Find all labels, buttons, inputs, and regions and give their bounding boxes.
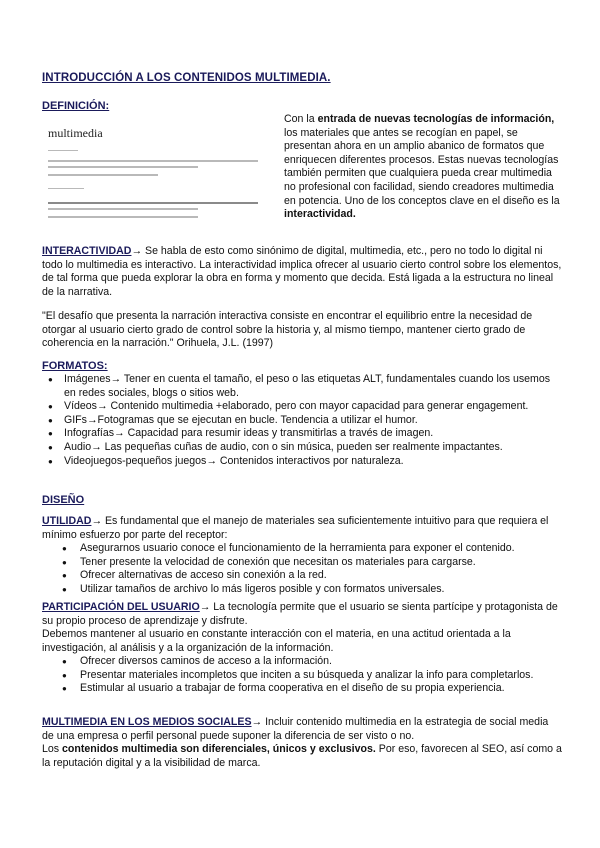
interactividad-term: INTERACTIVIDAD: [42, 245, 132, 257]
image-line: [48, 174, 158, 176]
image-line: [48, 202, 258, 204]
list-item: ● Infografías→ Capacidad para resumir ideas y transmitirlas a través de imagen.: [42, 427, 552, 441]
redes-bold: contenidos multimedia son diferenciales, únicos y exclusivos.: [62, 743, 376, 755]
redes-paragraph-2: [42, 743, 562, 770]
interactividad-quote: "El desafío que presenta la narración interactiva consiste en encontrar el equilibrio entre la necesidad de otorgar al usuario cierto grado de control sobre la historia y, al mismo tiempo, mantener cierto grado de coherencia en la narración." Orihuela, J.L. (1997): [42, 310, 533, 350]
diseno-heading: DISEÑO: [42, 494, 85, 506]
list-item: ● Ofrecer diversos caminos de acceso a la información.: [42, 655, 542, 669]
list-item: ● GIFs→Fotogramas que se ejecutan en bucle. Tendencia a utilizar el humor.: [42, 414, 552, 428]
list-item: ● Ofrecer alternativas de acceso sin conexión a la red.: [42, 569, 562, 583]
utilidad-list: [42, 542, 562, 596]
image-line: [48, 150, 78, 151]
redes-text: → Incluir contenido multimedia en la estrategia de social media de una empresa o perfil personal puede suponer la diferencia de ser visto o no.: [42, 716, 549, 742]
participacion-list: [42, 655, 542, 696]
participacion-text-2: Debemos mantener al usuario en constante interacción con el materia, en una actitud orientada a la investigación, al análisis y a la organización de la información.: [42, 628, 511, 654]
intro-bold: entrada de nuevas tecnologías de información,: [317, 113, 555, 125]
participacion-text: → La tecnología permite que el usuario se sienta partícipe y protagonista de su propio proceso de aprendizaje y disfrute.: [42, 601, 558, 627]
redes-paragraph: [42, 716, 562, 743]
image-line: [48, 216, 198, 218]
image-line: [48, 188, 84, 189]
definicion-heading: DEFINICIÓN:: [42, 100, 110, 112]
image-line: [48, 160, 258, 162]
list-item: ● Utilizar tamaños de archivo lo más ligeros posible y con formatos universales.: [42, 583, 562, 597]
intro-part: los materiales que antes se recogían en papel, se presentan ahora en un amplio abanico de formatos que enriquecen diferentes procesos. Estas nuevas tecnologías también permiten que cualquiera pueda crear multimedia no profesional con facilidad, siendo creadores multimedia en potencia. Uno de los conceptos clave en el diseño es la: [284, 126, 560, 207]
redes-part: Por eso, favorecen al SEO, así como a la reputación digital y a la visibilidad de marca.: [42, 743, 562, 769]
list-item: ● Tener presente la velocidad de conexión que necesitan os materiales para cargarse.: [42, 556, 562, 570]
intro-part: Con la: [284, 113, 318, 125]
participacion-paragraph: [42, 601, 562, 628]
participacion-term: PARTICIPACIÓN DEL USUARIO: [42, 601, 200, 613]
list-item: ● Imágenes→ Tener en cuenta el tamaño, el peso o las etiquetas ALT, fundamentales cuando los usemos en redes sociales, blogs o sitios web.: [42, 373, 552, 400]
image-line: [48, 208, 198, 210]
utilidad-text: → Es fundamental que el manejo de materiales sea suficientemente intuitivo para que requiera el mínimo esfuerzo por parte del receptor:: [42, 515, 549, 541]
redes-part: Los: [42, 743, 63, 755]
intro-bold: interactividad.: [284, 208, 356, 221]
image-line: [48, 166, 198, 168]
redes-term: MULTIMEDIA EN LOS MEDIOS SOCIALES: [42, 716, 252, 728]
list-item: ● Videojuegos-pequeños juegos→ Contenidos interactivos por naturaleza.: [42, 455, 552, 469]
page-title: INTRODUCCIÓN A LOS CONTENIDOS MULTIMEDIA.: [42, 72, 331, 84]
list-item: ● Audio→ Las pequeñas cuñas de audio, con o sin música, pueden ser realmente impactantes.: [42, 441, 552, 455]
list-item: ● Vídeos→ Contenido multimedia +elaborado, pero con mayor capacidad para generar engagement.: [42, 400, 552, 414]
list-item: ● Presentar materiales incompletos que inciten a su búsqueda y analizar la info para completarlos.: [42, 669, 542, 683]
formatos-heading: FORMATOS:: [42, 360, 108, 372]
utilidad-paragraph: [42, 515, 562, 542]
formatos-list: [42, 373, 552, 468]
interactividad-text: → Se habla de esto como sinónimo de digital, multimedia, etc., pero no todo lo digital ni todo lo multimedia es interactivo. La interactividad implica ofrecer al usuario cierto control sobre los elementos, de tal forma que pueda explorar la obra en forma y momento que decida. Está ligada a la estructura no lineal de la narrativa.: [42, 245, 562, 298]
list-item: ● Estimular al usuario a trabajar de forma cooperativa en el diseño de su propia experiencia.: [42, 682, 542, 696]
image-title: multimedia: [48, 126, 103, 140]
list-item: ● Asegurarnos usuario conoce el funcionamiento de la herramienta para exponer el contenido.: [42, 542, 562, 556]
multimedia-definition-image: [42, 122, 272, 230]
utilidad-term: UTILIDAD: [42, 515, 92, 527]
interactividad-paragraph: [42, 245, 562, 299]
definicion-text: [284, 113, 560, 222]
